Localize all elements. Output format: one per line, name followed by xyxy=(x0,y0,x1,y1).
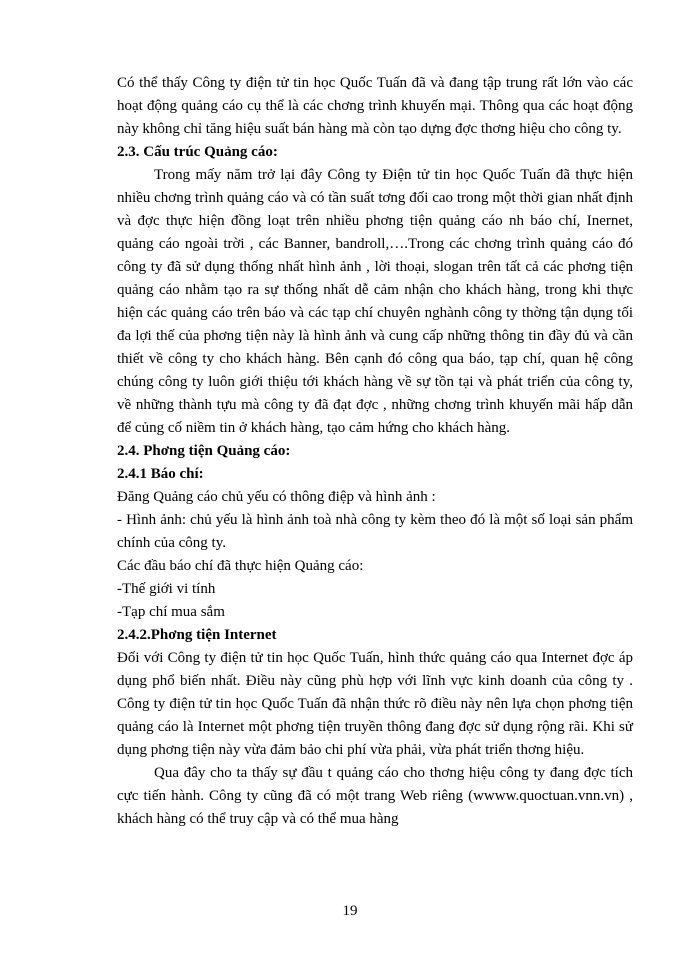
paragraph-press-list-intro: Các đầu báo chí đã thực hiện Quảng cáo: xyxy=(117,558,364,574)
heading-2-4-1: 2.4.1 Báo chí: xyxy=(117,466,204,482)
paragraph-press-intro: Đăng Quảng cáo chủ yếu có thông điệp và hình ảnh : xyxy=(117,489,436,505)
paragraph-internet: Đối với Công ty điện tử tin học Quốc Tuấn, hình thức quảng cáo qua Internet đợc áp dụng phổ biến nhất. Điều này cũng phù hợp với lĩnh vực kinh doanh của công ty . Công ty điện tử tin học Quốc Tuấn đã nhận thức rõ điều này nên lựa chọn phơng tiện quảng cáo là Internet một phơng tiện truyền thông đang đợc sử dụng rộng rãi. Khi sử dụng phơng tiện này vừa đảm bảo chi phí vừa phải, vừa phát triển thơng hiệu. xyxy=(117,650,633,758)
list-item-press-1: -Thế giới vi tính xyxy=(117,581,216,597)
paragraph-press-image: - Hình ảnh: chủ yếu là hình ảnh toà nhà công ty kèm theo đó là một số loại sản phẩm chính của công ty. xyxy=(117,512,633,551)
paragraph-investment: Qua đây cho ta thấy sự đầu t quảng cáo cho thơng hiệu công ty đang đợc tích cực tiến hành. Công ty cũng đã có một trang Web riêng (wwww.quoctuan.vnn.vn) , khách hàng có thể truy cập và có thể mua hàng xyxy=(117,765,633,827)
heading-2-3: 2.3. Cấu trúc Quảng cáo: xyxy=(117,144,278,160)
list-item-press-2: -Tạp chí mua sắm xyxy=(117,604,225,620)
page-number: 19 xyxy=(342,903,358,919)
heading-2-4: 2.4. Phơng tiện Quảng cáo: xyxy=(117,443,291,459)
heading-2-4-2: 2.4.2.Phơng tiện Internet xyxy=(117,627,277,643)
paragraph-intro: Có thể thấy Công ty điện tử tin học Quốc Tuấn đã và đang tập trung rất lớn vào các hoạt động quảng cáo cụ thể là các chơng trình khuyến mại. Thông qua các hoạt động này không chỉ tăng hiệu suất bán hàng mà còn tạo dựng đợc thơng hiệu cho công ty. xyxy=(117,75,633,137)
paragraph-structure: Trong mấy năm trở lại đây Công ty Điện tử tin học Quốc Tuấn đã thực hiện nhiều chơng trình quảng cáo và có tần suất tơng đối cao trong một thời gian nhất định và đợc thực hiện đồng loạt trên nhiều phơng tiện quảng cáo nh báo chí, Inernet, quảng cáo ngoài trời , các Banner, bandroll,….Trong các chơng trình quảng cáo đó công ty đã sử dụng thống nhất hình ảnh , lời thoại, slogan trên tất cả các phơng tiện quảng cáo nhằm tạo ra sự thống nhất dễ cảm nhận cho khách hàng, trong khi thực hiện các quảng cáo trên báo và các tạp chí chuyên nghành công ty thờng tận dụng tối đa lợi thế của phơng tiện này là hình ảnh và cung cấp những thông tin đầy đủ và cần thiết về công ty cho khách hàng. Bên cạnh đó công qua báo, tạp chí, quan hệ công chúng công ty luôn giới thiệu tới khách hàng về sự tồn tại và phát triển của công ty, về những thành tựu mà công ty đã đạt đợc , những chơng trình khuyến mãi hấp dẫn để củng cố niềm tin ở khách hàng, tạo cảm hứng cho khách hàng. xyxy=(117,167,633,436)
page-content xyxy=(117,72,633,831)
